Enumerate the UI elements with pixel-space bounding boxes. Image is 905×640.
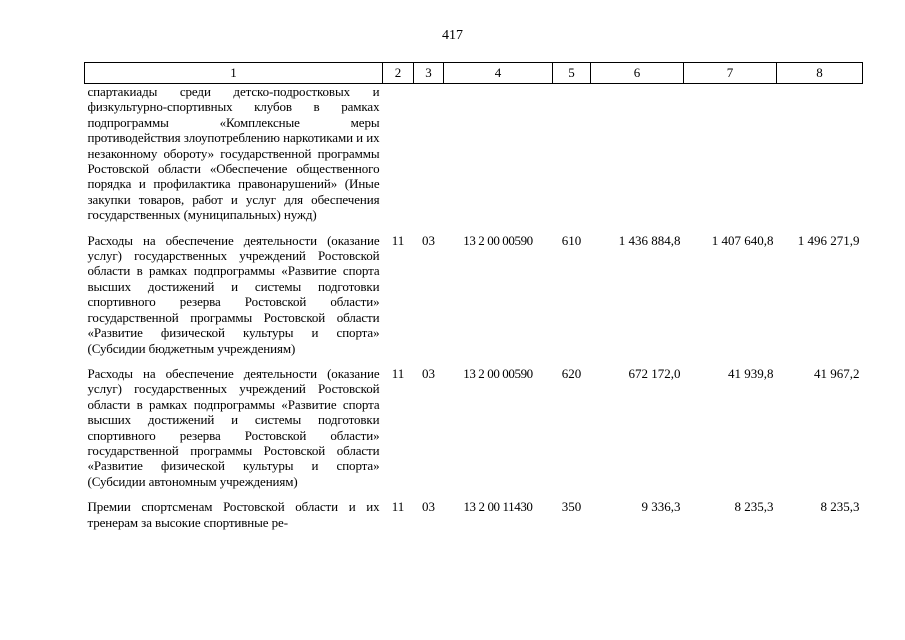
- row-description: спартакиады среди детско-подростковых и физкультурно-спортивных клубов в рамках подпрограммы «Комплексные меры противодействия злоупотреблению наркотиками и их незаконному обороту» государственной программы Ростовской области «Обеспечение общественного порядка и профилактика правонарушений» (Иные закупки товаров, работ и услуг для обеспечения государственных (муниципальных) нужд): [87, 84, 380, 223]
- row-expense-type: 610: [561, 232, 582, 248]
- row-target-code: 13 2 00 00590: [463, 365, 533, 381]
- page-number: 417: [442, 28, 463, 43]
- header-col-8: 8: [777, 63, 863, 84]
- row-spacer: [85, 489, 863, 499]
- table-row: [85, 499, 863, 530]
- table-row: [85, 84, 863, 223]
- header-row: [85, 63, 863, 84]
- row-amount-year-3: 8 235,3: [820, 499, 860, 515]
- row-subsection: 03: [422, 232, 435, 248]
- row-description: Расходы на обеспечение деятельности (оказание услуг) государственных учреждений Ростовской области в рамках подпрограммы «Развитие спорта высших достижений и системы подготовки спортивного резерва Ростовской области» государственной программы Ростовской области «Развитие физической культуры и спорта» (Субсидии бюджетным учреждениям): [87, 232, 380, 356]
- row-section: [383, 84, 414, 223]
- row-target-code: [444, 84, 553, 223]
- row-expense-type: 620: [561, 365, 582, 381]
- row-amount-year-3: 1 496 271,9: [797, 232, 860, 248]
- row-subsection: 03: [422, 365, 435, 381]
- header-col-3: 3: [414, 63, 444, 84]
- header-col-6: 6: [591, 63, 684, 84]
- header-col-2: 2: [383, 63, 414, 84]
- row-target-code: 13 2 00 00590: [463, 232, 533, 248]
- row-description: Премии спортсменам Ростовской области и их тренерам за высокие спортивные ре-: [87, 499, 380, 530]
- table-body: [85, 84, 863, 530]
- row-amount-year-2: 8 235,3: [734, 499, 774, 515]
- row-amount-year-1: 1 436 884,8: [618, 232, 681, 248]
- table-row: [85, 366, 863, 489]
- header-col-7: 7: [684, 63, 777, 84]
- budget-table: [84, 62, 863, 530]
- row-amount-year-1: 672 172,0: [628, 365, 681, 381]
- row-expense-type: [553, 84, 591, 223]
- row-spacer: [85, 356, 863, 366]
- row-spacer: [85, 223, 863, 233]
- row-amount-year-3: [777, 84, 863, 223]
- row-expense-type: 350: [561, 499, 582, 515]
- row-section: 11: [391, 499, 405, 515]
- row-section: 11: [391, 232, 405, 248]
- row-subsection: 03: [422, 499, 435, 515]
- row-amount-year-1: 9 336,3: [641, 499, 681, 515]
- row-amount-year-3: 41 967,2: [814, 365, 860, 381]
- row-section: 11: [391, 365, 405, 381]
- table-row: [85, 233, 863, 356]
- header-col-5: 5: [553, 63, 591, 84]
- header-col-4: 4: [444, 63, 553, 84]
- row-amount-year-2: [684, 84, 777, 223]
- table-header: [85, 63, 863, 84]
- row-description: Расходы на обеспечение деятельности (оказание услуг) государственных учреждений Ростовской области в рамках подпрограммы «Развитие спорта высших достижений и системы подготовки спортивного резерва Ростовской области» государственной программы Ростовской области «Развитие физической культуры и спорта» (Субсидии автономным учреждениям): [87, 365, 380, 489]
- row-amount-year-2: 41 939,8: [728, 365, 774, 381]
- row-amount-year-1: [591, 84, 684, 223]
- row-subsection: [414, 84, 444, 223]
- row-amount-year-2: 1 407 640,8: [711, 232, 774, 248]
- row-target-code: 13 2 00 11430: [463, 499, 533, 515]
- header-col-1: 1: [85, 63, 383, 84]
